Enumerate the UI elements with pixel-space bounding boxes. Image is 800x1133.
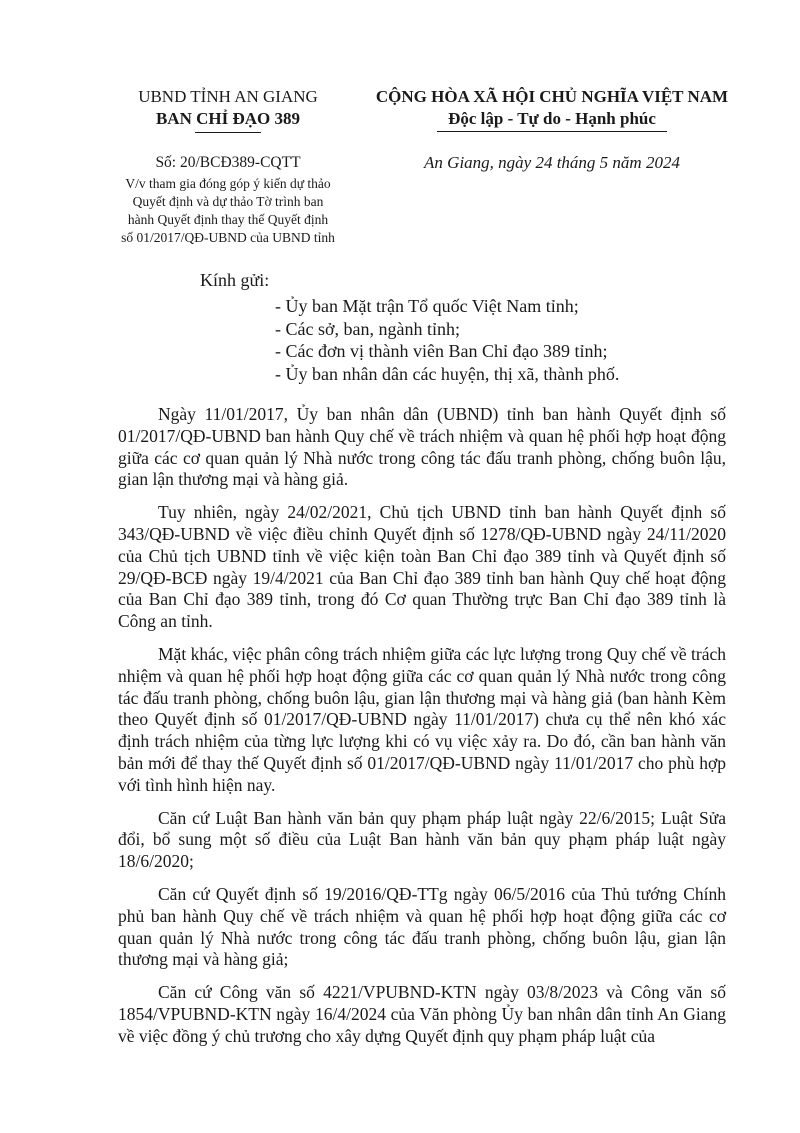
national-title: CỘNG HÒA XÃ HỘI CHỦ NGHĨA VIỆT NAM [375,87,729,106]
national-motto: Độc lập - Tự do - Hạnh phúc [448,109,656,128]
subject-line: V/v tham gia đóng góp ý kiến dự thảo [125,176,331,191]
recipient-item: - Các sở, ban, ngành tỉnh; [275,318,460,339]
agency-underline [195,132,261,133]
subject-line: Quyết định và dự thảo Tờ trình ban [132,194,324,209]
recipient-item: - Các đơn vị thành viên Ban Chỉ đạo 389 tỉnh; [275,341,608,361]
body-paragraph: Căn cứ Luật Ban hành văn bản quy phạm pháp luật ngày 22/6/2015; Luật Sửa đổi, bổ sung một số điều của Luật Ban hành văn bản quy phạm pháp luật ngày 18/6/2020; [118,807,726,872]
recipient-item: - Ủy ban nhân dân các huyện, thị xã, thành phố. [275,363,620,384]
document-body [118,404,726,1059]
recipients-block [200,268,740,385]
body-paragraph: Mặt khác, việc phân công trách nhiệm giữa các lực lượng trong Quy chế về trách nhiệm và quan hệ phối hợp hoạt động giữa các cơ quan quản lý Nhà nước trong công tác đấu tranh phòng, chống buôn lậu, gian lận thương mại và hàng giả (ban hành Kèm theo Quyết định số 01/2017/QĐ-UBND ngày 11/01/2017) chưa cụ thể nên khó xác định trách nhiệm của từng lực lượng khi có vụ việc xảy ra. Do đó, cần ban hành văn bản mới để thay thế Quyết định số 01/2017/QĐ-UBND ngày 11/01/2017 cho phù hợp với tình hình hiện nay. [118,643,726,795]
salutation: Kính gửi: [200,270,270,290]
subject-line: hành Quyết định thay thế Quyết định [127,212,329,227]
body-paragraph: Ngày 11/01/2017, Ủy ban nhân dân (UBND) tỉnh ban hành Quyết định số 01/2017/QĐ-UBND ban hành Quy chế về trách nhiệm và quan hệ phối hợp hoạt động giữa các cơ quan quản lý Nhà nước trong công tác đấu tranh phòng, chống buôn lậu, gian lận thương mại và hàng giả. [118,404,726,490]
recipient-item: - Ủy ban Mặt trận Tổ quốc Việt Nam tỉnh; [275,296,579,316]
body-paragraph: Căn cứ Công văn số 4221/VPUBND-KTN ngày 03/8/2023 và Công văn số 1854/VPUBND-KTN ngày 16/4/2024 của Văn phòng Ủy ban nhân dân tỉnh An Giang về việc đồng ý chủ trương cho xây dựng Quyết định quy phạm pháp luật của [118,982,726,1046]
subject-line: số 01/2017/QĐ-UBND của UBND tỉnh [121,230,335,245]
body-paragraph: Tuy nhiên, ngày 24/02/2021, Chủ tịch UBND tỉnh ban hành Quyết định số 343/QĐ-UBND về việc điều chỉnh Quyết định số 1278/QĐ-UBND ngày 24/11/2020 của Chủ tịch UBND tỉnh về việc kiện toàn Ban Chỉ đạo 389 tỉnh và Quyết định số 29/QĐ-BCĐ ngày 19/4/2021 của Ban Chỉ đạo 389 tỉnh ban hành Quy chế hoạt động của Ban Chỉ đạo 389 tỉnh, trong đó Cơ quan Thường trực Ban Chỉ đạo 389 tỉnh là Công an tỉnh. [118,502,726,632]
place-and-date: An Giang, ngày 24 tháng 5 năm 2024 [424,153,680,172]
document-subject [118,175,338,247]
recipient-list [275,295,740,385]
agency-name: BAN CHỈ ĐẠO 389 [155,109,301,128]
body-paragraph: Căn cứ Quyết định số 19/2016/QĐ-TTg ngày 06/5/2016 của Thủ tướng Chính phủ ban hành Quy chế về trách nhiệm và quan hệ phối hợp hoạt động giữa các cơ quan quản lý Nhà nước trong công tác đấu tranh phòng, chống buôn lậu, gian lận thương mại và hàng giả; [118,883,726,970]
document-number: Số: 20/BCĐ389-CQTT [155,154,301,171]
national-header-block [352,86,752,174]
parent-agency: UBND TỈNH AN GIANG [138,87,318,106]
issuing-agency-block [118,86,338,247]
motto-underline [437,131,667,132]
